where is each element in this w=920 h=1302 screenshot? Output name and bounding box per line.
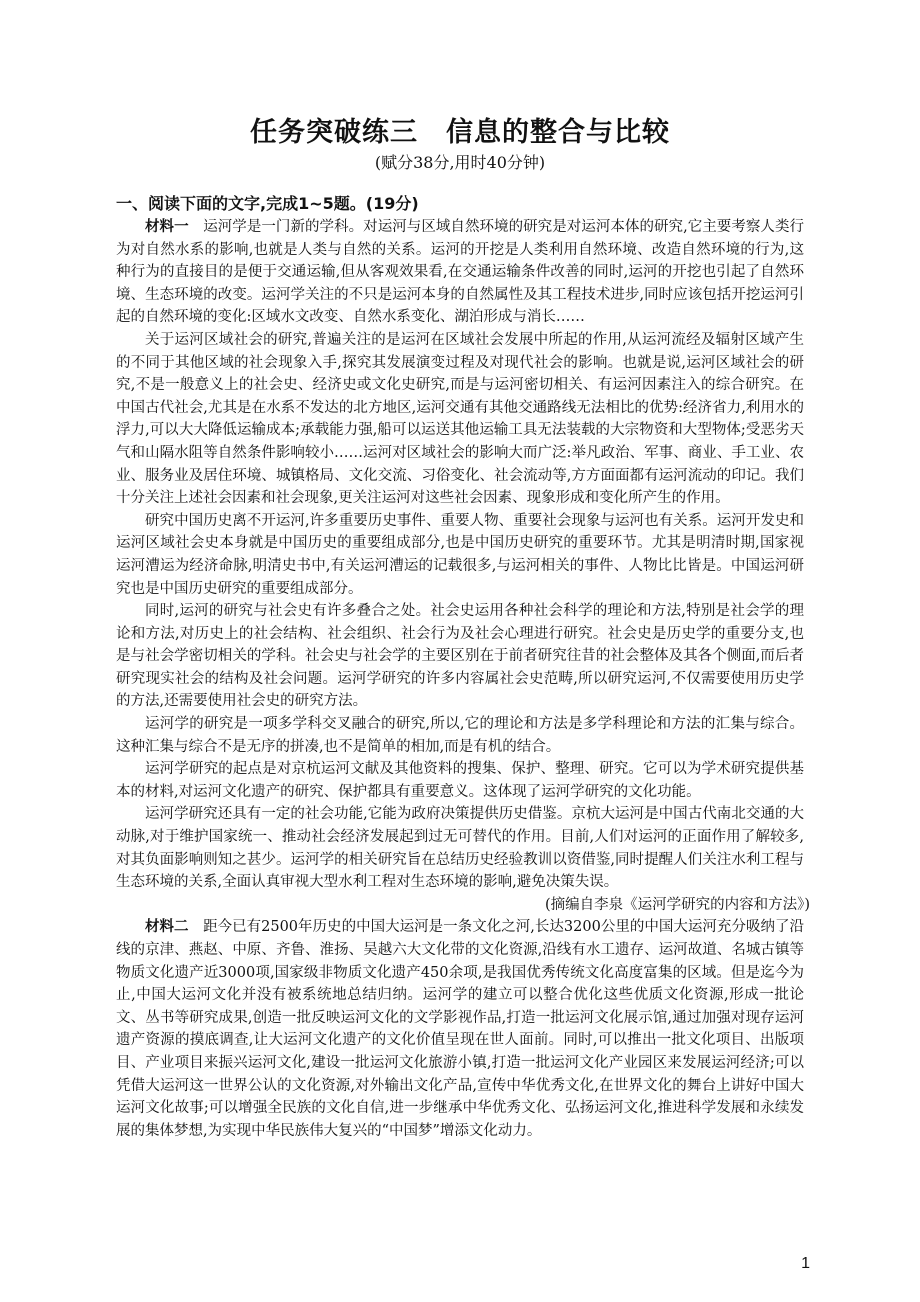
material-label: 材料二 <box>145 919 189 936</box>
paragraph-text: 距今已有2500年历史的中国大运河是一条文化之河,长达3200公里的中国大运河充分吸纳了沿线的京津、燕赵、中原、齐鲁、淮扬、吴越六大文化带的文化资源,沿线有水工遗存、运河故道、名城古镇等物质文化遗产近3000项,国家级非物质文化遗产450余项,是我国优秀传统文化高度富集的区域。但是迄今为止,中国大运河文化并没有被系统地总结归纳。运河学的建立可以整合优化这些优质文化资源,形成一批论文、丛书等研究成果,创造一批反映运河文化的文学影视作品,打造一批运河文化展示馆,通过加强对现存运河遗产资源的摸底调查,让大运河文化遗产的文化价值呈现在世人面前。同时,可以推出一批文化项目、出版项目、产业项目来振兴运河文化,建设一批运河文化旅游小镇,打造一批运河文化产业园区来发展运河经济;可以凭借大运河这一世界公认的文化资源,对外输出文化产品,宣传中华优秀文化,在世界文化的舞台上讲好中国大运河文化故事;可以增强全民族的文化自信,进一步继承中华优秀文化、弘扬运河文化,推进科学发展和永续发展的集体梦想,为实现中华民族伟大复兴的“中国梦”增添文化动力。 <box>116 919 804 1139</box>
material-label: 材料一 <box>145 219 189 235</box>
paragraph: 同时,运河的研究与社会史有许多叠合之处。社会史运用各种社会科学的理论和方法,特别是社会学的理论和方法,对历史上的社会结构、社会组织、社会行为及社会心理进行研究。社会史是历史学的重要分支,也是与社会学密切相关的学科。社会史与社会学的主要区别在于前者研究往昔的社会整体及其各个侧面,而后者研究现实社会的结构及社会问题。运河学研究的许多内容属社会史范畴,所以研究运河,不仅需要使用历史学的方法,还需要使用社会史的研究方法。 <box>116 603 804 710</box>
paragraph: 运河学研究还具有一定的社会功能,它能为政府决策提供历史借鉴。京杭大运河是中国古代南北交通的大动脉,对于维护国家统一、推动社会经济发展起到过无可替代的作用。目前,人们对运河的正面作用了解较多,对其负面影响则知之甚少。运河学的相关研究旨在总结历史经验教训以资借鉴,同时提醒人们关注水利工程与生态环境的关系,全面认真审视大型水利工程对生态环境的影响,避免决策失误。 <box>116 806 804 891</box>
paragraph: 运河学的研究是一项多学科交叉融合的研究,所以,它的理论和方法是多学科理论和方法的汇集与综合。这种汇集与综合不是无序的拼凑,也不是简单的相加,而是有机的结合。 <box>116 716 804 755</box>
paragraph: 研究中国历史离不开运河,许多重要历史事件、重要人物、重要社会现象与运河也有关系。运河开发史和运河区域社会史本身就是中国历史的重要组成部分,也是中国历史研究的重要环节。尤其是明清时期,国家视运河漕运为经济命脉,明清史书中,有关运河漕运的记载很多,与运河相关的事件、人物比比皆是。中国运河研究也是中国历史研究的重要组成部分。 <box>116 512 804 597</box>
source-citation: (摘编自李泉《运河学研究的内容和方法》) <box>544 896 810 913</box>
page-title: 任务突破练三 信息的整合与比较 <box>250 117 670 148</box>
paragraph: 关于运河区域社会的研究,普遍关注的是运河在区域社会发展中所起的作用,从运河流经及辐射区域产生的不同于其他区域的社会现象入手,探究其发展演变过程及对现代社会的影响。也就是说,运河区域社会的研究,不是一般意义上的社会史、经济史或文化史研究,而是与运河密切相关、有运河因素注入的综合研究。在中国古代社会,尤其是在水系不发达的北方地区,运河交通有其他交通路线无法相比的优势:经济省力,利用水的浮力,可以大大降低运输成本;承载能力强,船可以运送其他运输工具无法装载的大宗物资和大型物体;受恶劣天气和山隔水阻等自然条件影响较小……运河对区域社会的影响大而广泛:举凡政治、军事、商业、手工业、农业、服务业及居住环境、城镇格局、文化交流、习俗变化、社会流动等,方方面面都有运河流动的印记。我们十分关注上述社会因素和社会现象,更关注运河对这些社会因素、现象形成和变化所产生的作用。 <box>116 331 804 507</box>
paragraph: 运河学研究的起点是对京杭运河文献及其他资料的搜集、保护、整理、研究。它可以为学术研究提供基本的材料,对运河文化遗产的研究、保护都具有重要意义。这体现了运河学研究的文化功能。 <box>116 761 804 800</box>
section-heading: 一、阅读下面的文字,完成1~5题。(19分) <box>116 194 419 213</box>
page-subtitle: (赋分38分,用时40分钟) <box>374 153 546 172</box>
reading-passage <box>116 216 810 1142</box>
paragraph-text: 运河学是一门新的学科。对运河与区域自然环境的研究是对运河本体的研究,它主要考察人类行为对自然水系的影响,也就是人类与自然的关系。运河的开挖是人类利用自然环境、改造自然环境的行为,这种行为的直接目的是便于交通运输,但从客观效果看,在交通运输条件改善的同时,运河的开挖也引起了自然环境、生态环境的改变。运河学关注的不只是运河本身的自然属性及其工程技术进步,同时应该包括开挖运河引起的自然环境的变化:区域水文改变、自然水系变化、湖泊形成与消长…… <box>116 219 805 326</box>
page-number: 1 <box>801 1255 810 1272</box>
paragraph <box>116 216 804 329</box>
paragraph <box>116 916 804 1142</box>
